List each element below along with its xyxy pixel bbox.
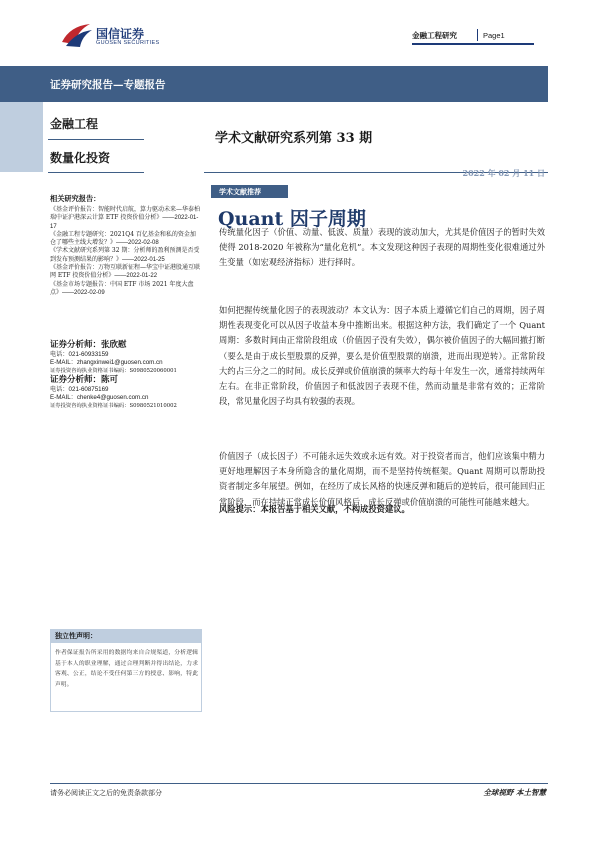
related-item-date: ——2022-01-25 bbox=[122, 256, 165, 263]
related-item-text: 《基金市场专题报告：中国 ETF 市场 2021 年度大盘点》 bbox=[50, 280, 194, 296]
analyst-phone: 电话：021-60933159 bbox=[50, 351, 109, 358]
analyst-license: 证券投资咨询执业资格证书编码：S0980521010002 bbox=[50, 403, 177, 410]
analyst-card bbox=[50, 374, 200, 411]
analyst-email[interactable]: E-MAIL：chenke4@guosen.com.cn bbox=[50, 394, 149, 402]
related-item-date: ——2022-01-22 bbox=[114, 273, 158, 280]
related-item-date: ——2022-02-09 bbox=[62, 289, 105, 296]
footer-disclaimer-note: 请务必阅读正文之后的免责条款部分 bbox=[50, 789, 162, 797]
sector-label: 金融工程 bbox=[50, 117, 99, 131]
report-date: 2022 年 02 月 11 日 bbox=[462, 168, 545, 178]
left-accent-bar bbox=[0, 102, 43, 172]
page-label: Page bbox=[483, 31, 501, 40]
related-item[interactable] bbox=[50, 247, 200, 264]
analyst-name: 证券分析师：陈可 bbox=[50, 375, 119, 385]
related-item-date: ——2022-01-17 bbox=[50, 215, 199, 230]
body-paragraph-3: 价值因子（成长因子）不可能永远失效或永远有效。对于投资者而言，他们应该集中精力更好地理解因子本身所隐含的量化周期，而不是坚持传统框架。Quant 周期可以帮助投资者制定多年展望。例如，在经历了成长风格的快速反弹和随后的逆转后，很可能回归正常阶段，而在持续正常成长价值风格后，成长反弹或价值崩溃的可能性可能越来越大。 bbox=[219, 451, 545, 507]
brand-logo bbox=[60, 22, 200, 52]
header-separator bbox=[477, 29, 478, 41]
related-item-text: 《学术文献研究系列第 32 期：分析师的盈利预测是否受到发布预测结果的影响？》 bbox=[50, 247, 200, 263]
recommendation-tag: 学术文献推荐 bbox=[211, 185, 288, 198]
page-number: 1 bbox=[500, 31, 505, 40]
footer-slogan: 全球视野 本土智慧 bbox=[483, 788, 546, 797]
header-page bbox=[483, 31, 505, 40]
header-report-type: 金融工程研究 bbox=[412, 31, 457, 40]
risk-warning: 风险提示：本报告基于相关文献，不构成投资建议。 bbox=[219, 504, 410, 514]
related-item-date: ——2022-02-08 bbox=[116, 240, 159, 247]
related-item[interactable] bbox=[50, 231, 200, 248]
related-item[interactable] bbox=[50, 264, 200, 281]
sector-rule bbox=[48, 139, 144, 140]
related-item[interactable] bbox=[50, 281, 200, 298]
series-title: 学术文献研究系列第 33 期 bbox=[215, 131, 373, 146]
subsector-label: 数量化投资 bbox=[50, 151, 111, 165]
logo-name-cn: 国信证券 bbox=[96, 27, 145, 41]
related-item-text: 《基金评价报告：智能时代启航，算力驱动未来—华泰柏瑞中证沪港深云计算 ETF 投资价值分析》 bbox=[50, 206, 201, 222]
analyst-name: 证券分析师：张欣慰 bbox=[50, 340, 127, 350]
analyst-license: 证券投资咨询执业资格证书编码：S0980520060001 bbox=[50, 368, 177, 375]
body-paragraph-1: 传统量化因子（价值、动量、低波、质量）表现的波动加大，尤其是价值因子的暂时失效使得 2018-2020 年被称为“量化危机”。本文发现这种因子表现的周期性变化很难通过外生变量（如宏观经济指标）进行择时。 bbox=[219, 227, 545, 268]
analyst-phone: 电话：021-60875169 bbox=[50, 386, 109, 393]
body-paragraph-2: 如何把握传统量化因子的表现波动？本文认为：因子本质上遵循它们自己的周期，因子周期性表现变化可以从因子收益本身中推断出来。根据这种方法，我们确定了一个 Quant 周期：多数时间由正常阶段组成（价值因子没有失效），偶尔被价值因子的大幅回撤打断（要么是由于成长型股票的反弹，要么是价值型股票的崩溃，进而出现逆转）。正常阶段大约占三分之二的时间。成长反弹或价值崩溃的频率大约每十年发生一次，通常持续两年左右。在非正常阶段，价值因子和低波因子表现不佳，然而动量是非常有效的；正常阶段，常见量化因子均具有较强的表现。 bbox=[219, 305, 545, 407]
footer-rule bbox=[50, 783, 548, 784]
related-item-text: 《金融工程专题研究：2021Q4 百亿基金和私的资金加仓了哪些主线大增发？》 bbox=[50, 230, 196, 247]
report-category: 证券研究报告—专题报告 bbox=[50, 79, 166, 91]
analyst-email[interactable]: E-MAIL：zhangxinwei1@guosen.com.cn bbox=[50, 359, 163, 367]
disclaimer-title: 独立性声明： bbox=[55, 631, 97, 640]
page-title: Quant 因子周期 bbox=[218, 208, 366, 230]
related-research-list bbox=[50, 206, 200, 297]
subsector-rule bbox=[48, 172, 144, 173]
related-research-title: 相关研究报告： bbox=[50, 194, 101, 203]
disclaimer-text: 作者保证报告所采用的数据均来自合规渠道，分析逻辑基于本人的职业理解，通过合理判断并得出结论，力求客观、公正，结论不受任何第三方的授意、影响，特此声明。 bbox=[55, 650, 198, 688]
analyst-card bbox=[50, 339, 200, 376]
related-item[interactable] bbox=[50, 206, 200, 231]
logo-name-en: GUOSEN SECURITIES bbox=[96, 40, 160, 46]
logo-mark-icon bbox=[60, 22, 94, 48]
related-item-text: 《基金评价报告：万物互联新征程—华宝中证港股通互联网 ETF 投资价值分析》 bbox=[50, 264, 201, 280]
header-rule bbox=[412, 43, 534, 45]
